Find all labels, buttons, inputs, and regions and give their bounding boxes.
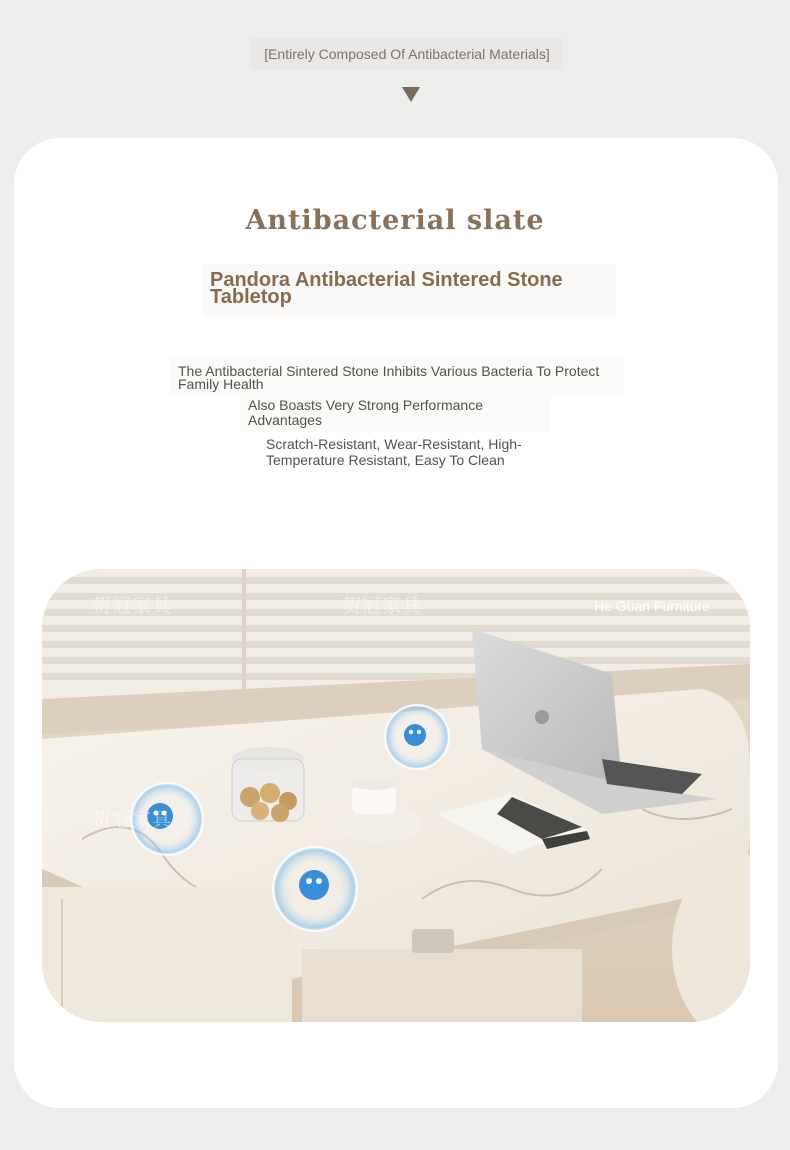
- description-line-2: Also Boasts Very Strong Performance Advantages: [240, 394, 550, 432]
- section-title: Antibacterial slate: [245, 205, 545, 236]
- triangle-down-icon: [402, 87, 420, 102]
- description-line-1: The Antibacterial Sintered Stone Inhibits Various Bacteria To Protect Family Health: [170, 358, 624, 396]
- brand-label: He Guan Furniture: [594, 598, 710, 614]
- section-subtitle: Pandora Antibacterial Sintered Stone Tabletop: [202, 264, 616, 316]
- watermark: 贺冠家具: [92, 809, 173, 831]
- watermark: 贺冠家具: [342, 595, 423, 617]
- bacteria-bubble-icon: [385, 705, 449, 769]
- top-note: [Entirely Composed Of Antibacterial Materials]: [251, 38, 563, 70]
- product-scene: [42, 569, 750, 1022]
- description-line-3: Scratch-Resistant, Wear-Resistant, High-Temperature Resistant, Easy To Clean: [266, 436, 522, 468]
- product-photo: [42, 569, 750, 1022]
- watermark: 贺冠家具: [92, 595, 173, 617]
- bacteria-bubble-icon: [273, 847, 357, 931]
- candy-jar-icon: [232, 747, 304, 822]
